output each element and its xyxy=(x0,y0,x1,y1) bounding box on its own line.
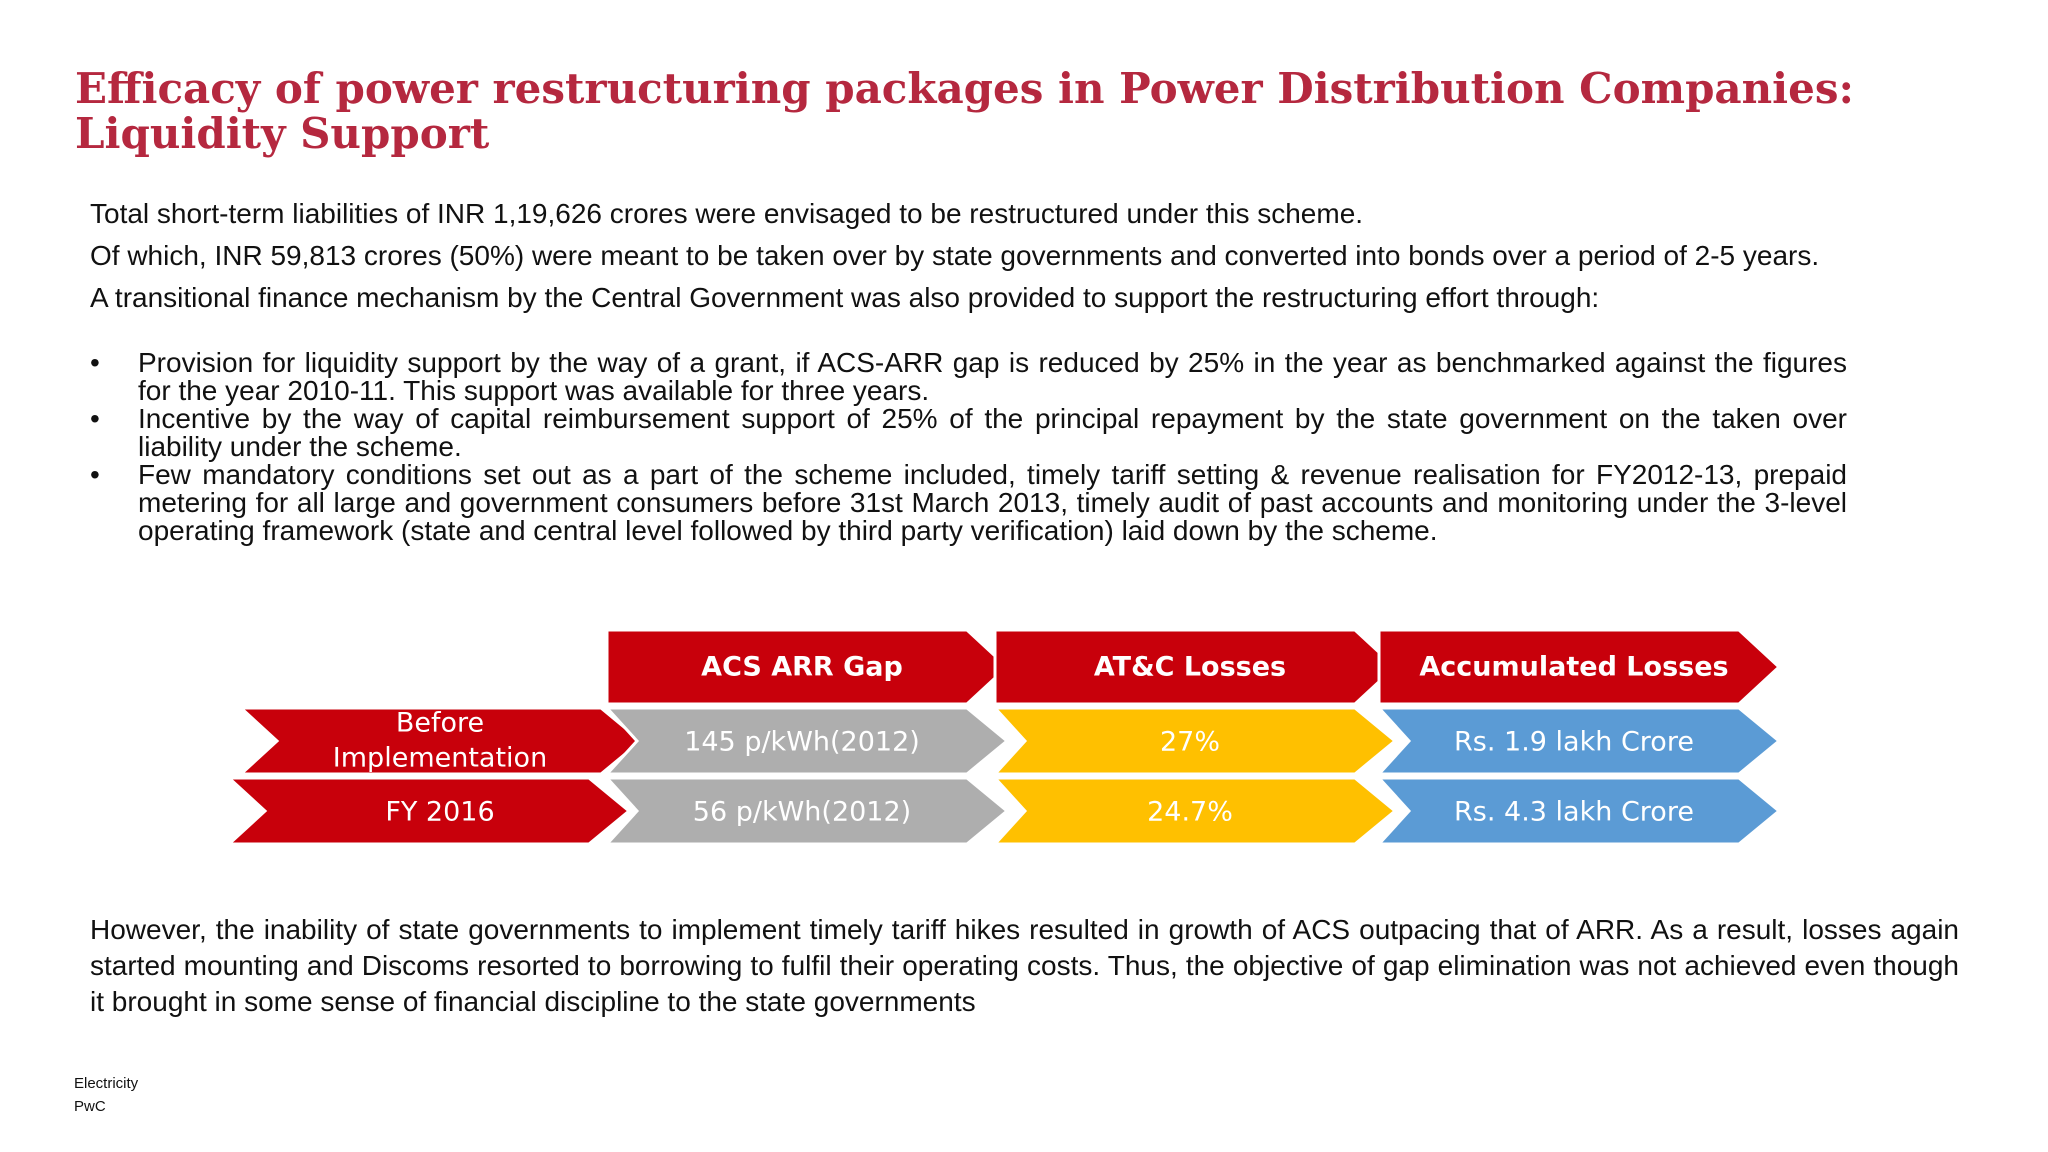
value-label: Rs. 4.3 lakh Crore xyxy=(1454,796,1694,828)
intro-text xyxy=(90,193,1990,319)
footer-topic: Electricity xyxy=(74,1075,139,1092)
bullet-marker: • xyxy=(90,403,100,434)
bullet-list xyxy=(90,349,1847,545)
chevron-comparison-svg xyxy=(225,626,1825,852)
bullet-marker: • xyxy=(90,347,100,378)
header-label: AT&C Losses xyxy=(1093,651,1287,683)
value-label: 56 p/kWh(2012) xyxy=(692,796,912,828)
intro-paragraph: Of which, INR 59,813 crores (50%) were meant to be taken over by state governments and converted into bonds over a period of 2-5 years. xyxy=(90,240,1820,271)
slide-title-line-2: Liquidity Support xyxy=(75,109,490,158)
row-label: Before xyxy=(395,707,485,739)
bullet-item xyxy=(90,349,1847,405)
row-label: Implementation xyxy=(332,742,548,774)
bullet-text: Incentive by the way of capital reimbursement support of 25% of the principal repayment by the state government on the taken over liability under the scheme. xyxy=(138,403,1847,462)
slide-footer xyxy=(74,1072,138,1118)
bullet-item xyxy=(90,405,1847,461)
value-label: 145 p/kWh(2012) xyxy=(684,726,920,758)
bullet-marker: • xyxy=(90,459,100,490)
slide-title xyxy=(75,66,1975,156)
bullet-text: Provision for liquidity support by the way of a grant, if ACS-ARR gap is reduced by 25% in the year as benchmarked against the figures for the year 2010-11. This support was available for three years. xyxy=(138,347,1847,406)
slide-title-line-1: Efficacy of power restructuring packages in Power Distribution Companies: xyxy=(75,64,1855,113)
footer-brand: PwC xyxy=(74,1098,106,1115)
intro-paragraph: A transitional finance mechanism by the Central Government was also provided to support the restructuring effort through: xyxy=(90,282,1600,313)
value-label: Rs. 1.9 lakh Crore xyxy=(1454,726,1694,758)
row-label: FY 2016 xyxy=(385,796,495,828)
chevron-comparison-table xyxy=(225,626,1825,852)
header-label: ACS ARR Gap xyxy=(701,651,903,683)
value-label: 24.7% xyxy=(1147,796,1233,828)
intro-paragraph: Total short-term liabilities of INR 1,19,626 crores were envisaged to be restructured under this scheme. xyxy=(90,198,1364,229)
header-label: Accumulated Losses xyxy=(1419,651,1729,683)
bullet-item xyxy=(90,461,1847,545)
closing-paragraph: However, the inability of state governments to implement timely tariff hikes resulted in growth of ACS outpacing that of ARR. As a result, losses again started mounting and Discoms resorted to borrowing to fulfil their operating costs. Thus, the objective of gap elimination was not achieved even though it brought in some sense of financial discipline to the state governments xyxy=(90,914,1959,1017)
bullet-text: Few mandatory conditions set out as a part of the scheme included, timely tariff setting & revenue realisation for FY2012-13, prepaid metering for all large and government consumers before 31st March 2013, timely audit of past accounts and monitoring under the 3-level operating framework (state and central level followed by third party verification) laid down by the scheme. xyxy=(138,459,1847,546)
value-label: 27% xyxy=(1159,726,1221,758)
